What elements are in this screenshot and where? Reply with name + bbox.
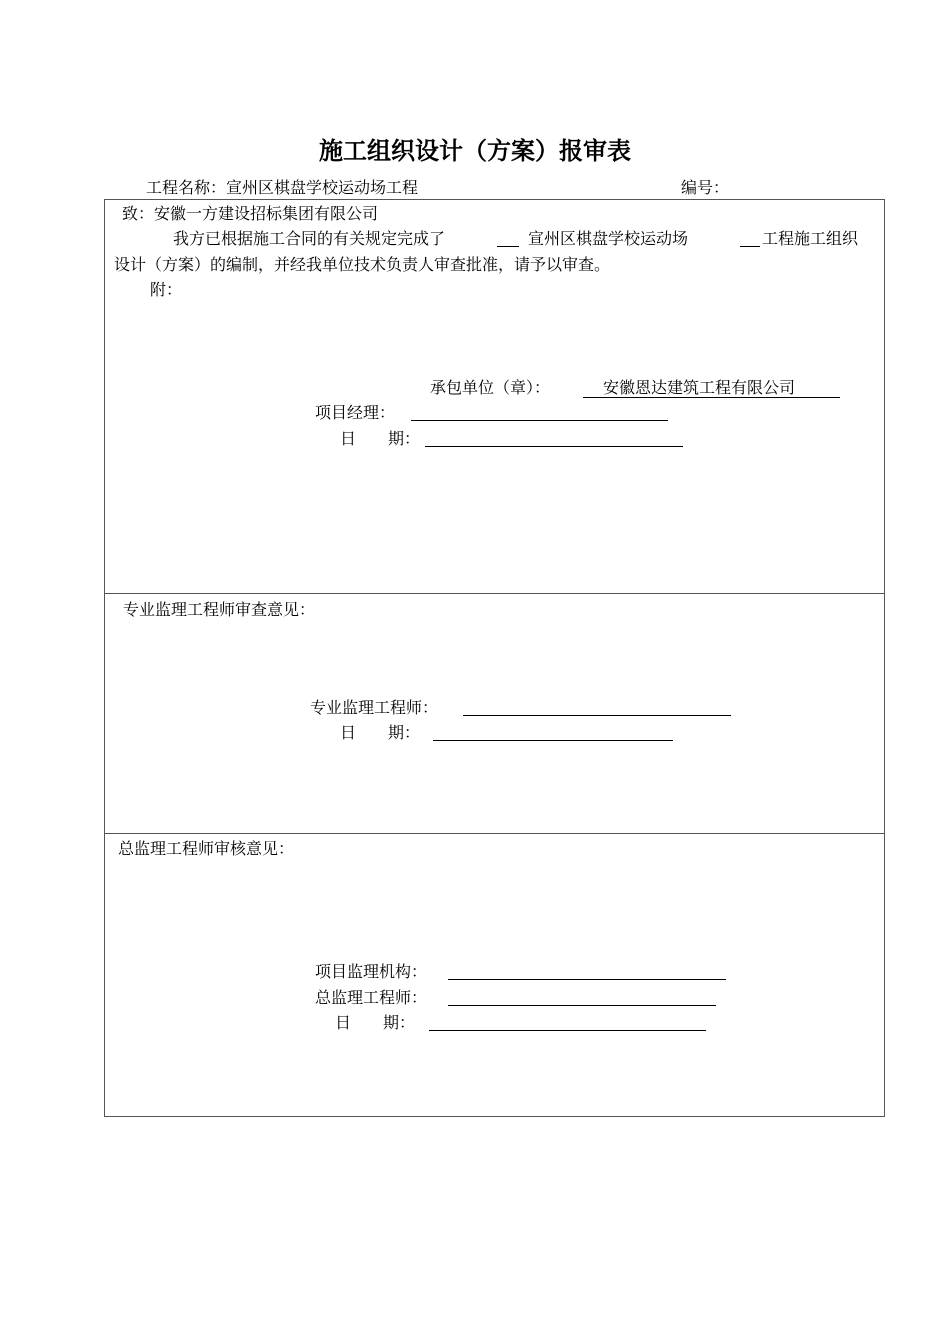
section3-date-line[interactable] — [429, 1030, 706, 1031]
contractor-value: 安徽恩达建筑工程有限公司 — [603, 378, 796, 397]
supervising-engineer-label: 专业监理工程师： — [310, 698, 439, 717]
attachment-label: 附： — [150, 280, 183, 299]
chief-engineer-signature-line[interactable] — [448, 1005, 716, 1006]
fill-blank — [740, 246, 760, 247]
project-name: 工程名称：宣州区棋盘学校运动场工程 — [146, 178, 419, 197]
section1-date-label: 日 期： — [340, 429, 421, 448]
section1-date-line[interactable] — [425, 446, 683, 447]
statement-line1-start: 我方已根据施工合同的有关规定完成了 — [173, 229, 446, 248]
contractor-underline — [583, 397, 840, 398]
statement-line1-end: 工程施工组织 — [762, 229, 859, 248]
section3-date-label: 日 期： — [335, 1013, 416, 1032]
statement-project-name: 宣州区棋盘学校运动场 — [528, 229, 689, 248]
section2-date-line[interactable] — [433, 740, 673, 741]
recipient: 致：安徽一方建设招标集团有限公司 — [122, 204, 379, 223]
chief-review-heading: 总监理工程师审核意见： — [118, 839, 295, 858]
supervising-engineer-signature-line[interactable] — [463, 715, 731, 716]
supervisor-review-section — [104, 593, 885, 834]
fill-blank — [497, 246, 519, 247]
statement-line2: 设计（方案）的编制，并经我单位技术负责人审查批准，请予以审查。 — [114, 255, 611, 274]
project-manager-label: 项目经理： — [315, 403, 396, 422]
contractor-label: 承包单位（章）： — [430, 378, 551, 397]
supervisor-review-heading: 专业监理工程师审查意见： — [123, 600, 316, 619]
document-number-label: 编号： — [681, 178, 730, 197]
project-manager-signature-line[interactable] — [411, 420, 668, 421]
page-title: 施工组织设计（方案）报审表 — [319, 136, 631, 165]
supervision-org-line[interactable] — [448, 979, 726, 980]
section2-date-label: 日 期： — [340, 723, 421, 742]
supervision-org-label: 项目监理机构： — [315, 962, 428, 981]
chief-review-section — [104, 833, 885, 1117]
chief-engineer-label: 总监理工程师： — [315, 988, 428, 1007]
